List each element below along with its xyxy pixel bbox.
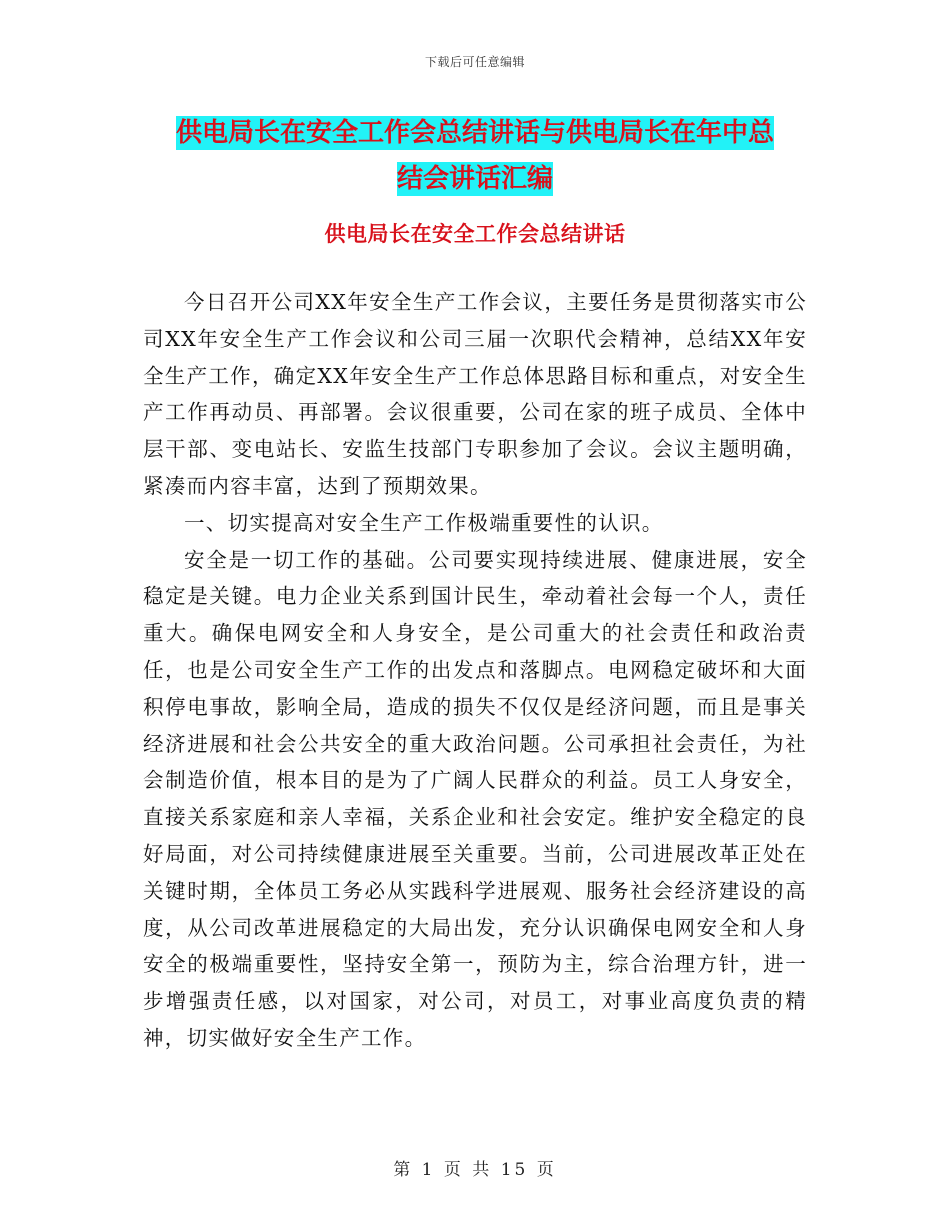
document-body xyxy=(143,284,807,1057)
main-title-line-1: 供电局长在安全工作会总结讲话与供电局长在年中总 xyxy=(175,118,774,148)
body-heading-1: 一、切实提高对安全生产工作极端重要性的认识。 xyxy=(184,510,664,535)
page-number-footer: 第 1 页 共 15 页 xyxy=(393,1160,557,1180)
main-title-line-2: 结会讲话汇编 xyxy=(396,164,553,194)
page-header-note: 下载后可任意编辑 xyxy=(424,55,525,69)
body-paragraph-1: 今日召开公司XX年安全生产工作会议，主要任务是贯彻落实市公司XX年安全生产工作会议和公司三届一次职代会精神，总结XX年安全生产工作，确定XX年安全生产工作总体思路目标和重点，对安全生产工作再动员、再部署。会议很重要，公司在家的班子成员、全体中层干部、变电站长、安监生技部门专职参加了会议。会议主题明确，紧凑而内容丰富，达到了预期效果。 xyxy=(143,290,807,498)
body-paragraph-2: 安全是一切工作的基础。公司要实现持续进展、健康进展，安全稳定是关键。电力企业关系到国计民生，牵动着社会每一个人，责任重大。确保电网安全和人身安全，是公司重大的社会责任和政治责任，也是公司安全生产工作的出发点和落脚点。电网稳定破坏和大面积停电事故，影响全局，造成的损失不仅仅是经济问题，而且是事关经济进展和社会公共安全的重大政治问题。公司承担社会责任，为社会制造价值，根本目的是为了广阔人民群众的利益。员工人身安全，直接关系家庭和亲人幸福，关系企业和社会安定。维护安全稳定的良好局面，对公司持续健康进展至关重要。当前，公司进展改革正处在关键时期，全体员工务必从实践科学进展观、服务社会经济建设的高度，从公司改革进展稳定的大局出发，充分认识确保电网安全和人身安全的极端重要性，坚持安全第一，预防为主，综合治理方针，进一步增强责任感，以对国家，对公司，对员工，对事业高度负责的精神，切实做好安全生产工作。 xyxy=(143,547,807,1050)
document-main-title xyxy=(150,110,800,202)
section-title: 供电局长在安全工作会总结讲话 xyxy=(324,222,626,246)
